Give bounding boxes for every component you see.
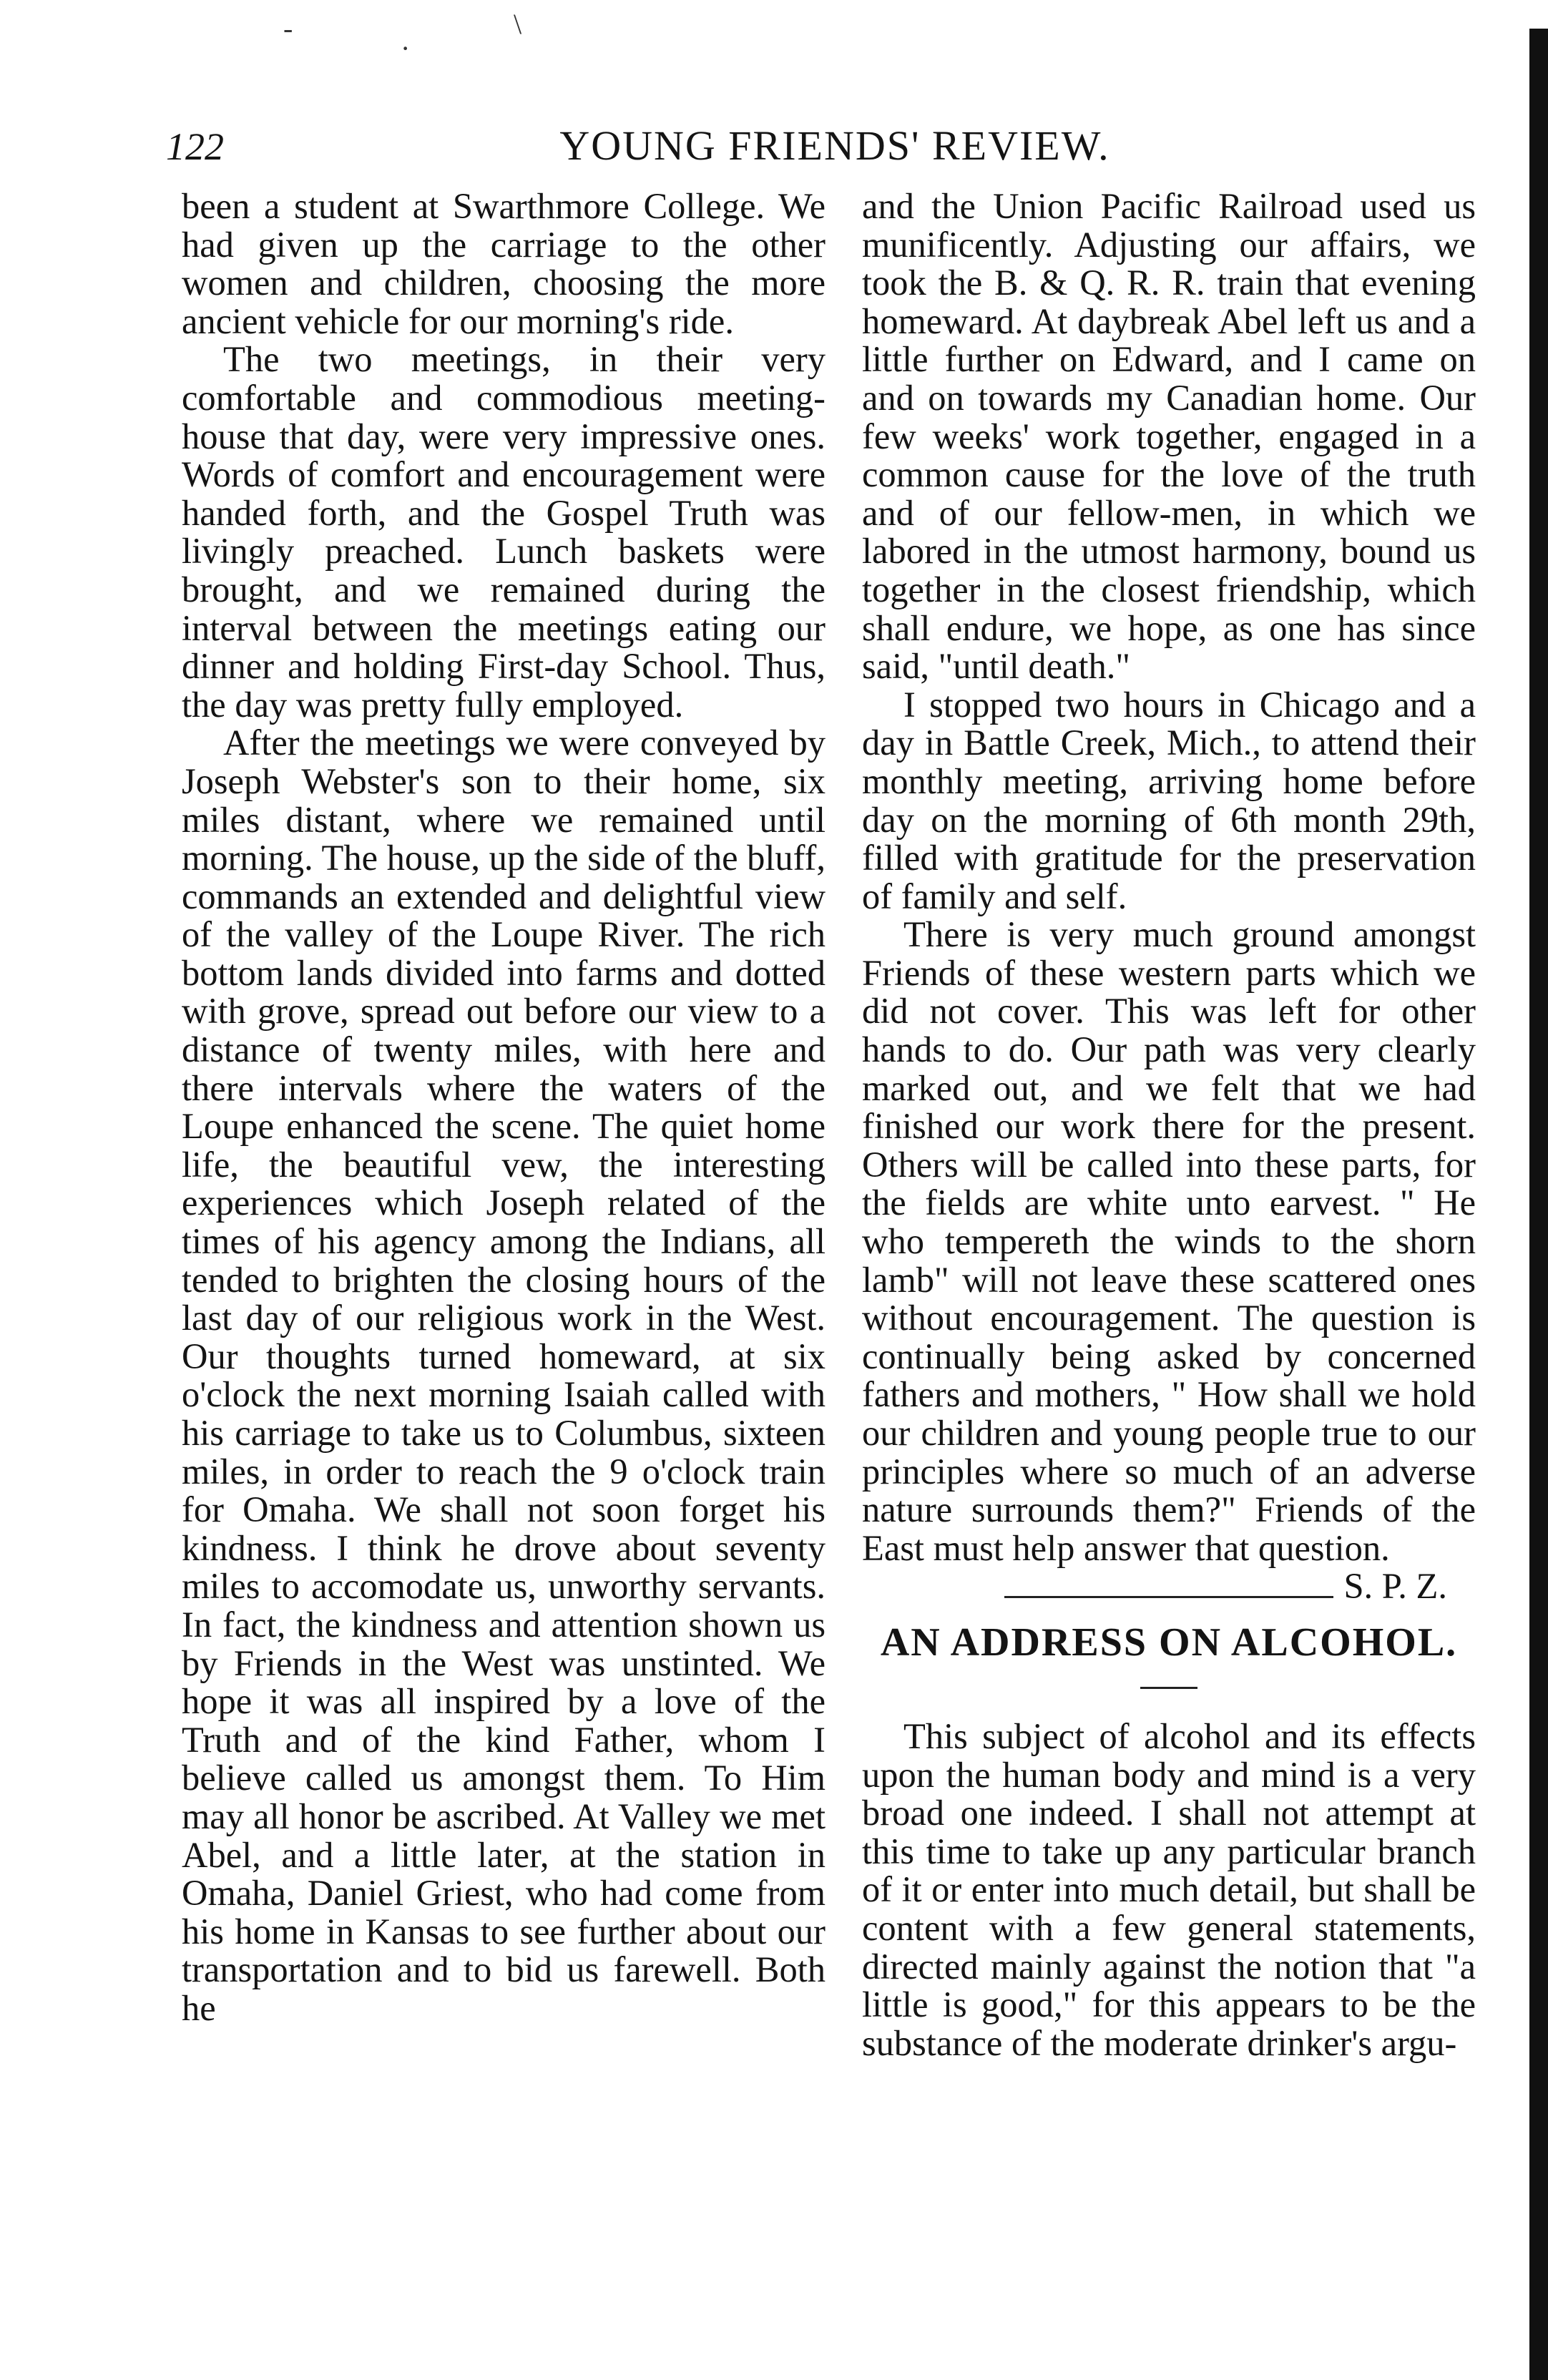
- page-number: 122: [166, 125, 224, 168]
- scan-speck: \: [514, 8, 522, 40]
- paragraph: After the meetings we were conveyed by Joseph Webster's son to their home, six miles distant, where we remained until morning. The house, up the side of the bluff, commands an extended and delightful view of the valley of the Loupe River. The rich bottom lands divided into farms and dotted with grove, spread out before our view to a distance of twenty miles, with here and there intervals where the waters of the Loupe enhanced the scene. The quiet home life, the beautiful vew, the interesting experiences which Joseph related of the times of his agency among the Indians, all tended to brighten the closing hours of the last day of our religious work in the West. Our thoughts turned homeward, at six o'clock the next morning Isaiah called with his carriage to take us to Columbus, sixteen miles, in order to reach the 9 o'clock train for Omaha. We shall not soon forget his kindness. I think he drove about seventy miles to accomodate us, unworthy servants. In fact, the kindness and attention shown us by Friends in the West was unstinted. We hope it was all inspired by a love of the Truth and of the kind Father, whom I believe called us amongst them. To Him may all honor be ascribed. At Valley we met Abel, and a little later, at the station in Omaha, Daniel Griest, who had come from his home in Kansas to see further about our transportation and to bid us farewell. Both he: [182, 723, 826, 2028]
- right-column: [862, 187, 1476, 2062]
- scan-speck: ·: [401, 32, 411, 64]
- paragraph: The two meetings, in their very comfortable and commodious meeting-house that day, were very impressive ones. Words of comfort and encouragement were handed forth, and the Gospel Truth was livingly preached. Lunch baskets were brought, and we remained during the interval between the meetings eating our dinner and holding First-day School. Thus, the day was pretty fully employed.: [182, 339, 826, 725]
- left-column: [182, 187, 826, 2028]
- paragraph: This subject of alcohol and its effects upon the human body and mind is a very broad one indeed. I shall not attempt at this time to take up any particular branch of it or enter into much detail, but shall be content with a few general statements, directed mainly against the notion that "a little is good," for this appears to be the substance of the moderate drinker's argu-: [862, 1715, 1476, 2063]
- paragraph-text: There is very much ground amongst Friends of these western parts which we did not cover. This was left for other hands to do. Our path was very clearly marked out, and we felt that we had finished our work there for the present. Others will be called into these parts, for the fields are white unto earvest. " He who tempereth the winds to the shorn lamb" will not leave these scattered ones without encouragement. The question is continually being asked by concerned fathers and mothers, " How shall we hold our children and young people true to our principles where so much of an adverse nature surrounds them?" Friends of the East must help answer that question.: [862, 914, 1476, 1568]
- scan-edge-bar: [1529, 29, 1548, 2380]
- paragraph: and the Union Pacific Railroad used us munificently. Adjusting our affairs, we took the B. & Q. R. R. train that evening homeward. At daybreak Abel left us and a little further on Edward, and I came on and on towards my Canadian home. Our few weeks' work together, engaged in a common cause for the love of the truth and of our fellow-men, in which we labored in the utmost harmony, bound us together in the closest friendship, which shall endure, we hope, as one has since said, "until death.": [862, 186, 1476, 687]
- paragraph-with-signature: [862, 914, 1476, 1607]
- running-title: YOUNG FRIENDS' REVIEW.: [559, 122, 1110, 169]
- paragraph: been a student at Swarthmore College. We had given up the carriage to the other women and children, choosing the more ancient vehicle for our morning's ride.: [182, 186, 826, 341]
- page-header: [166, 122, 1504, 179]
- scan-speck: -: [283, 12, 293, 44]
- section-divider: [1004, 1596, 1333, 1598]
- title-underline: [1140, 1687, 1197, 1689]
- author-signature: S. P. Z.: [1343, 1566, 1447, 1607]
- paragraph: I stopped two hours in Chicago and a day in Battle Creek, Mich., to attend their monthly meeting, arriving home before day on the morning of 6th month 29th, filled with gratitude for the preservation of family and self.: [862, 684, 1476, 916]
- section-title: AN ADDRESS ON ALCOHOL.: [880, 1620, 1458, 1665]
